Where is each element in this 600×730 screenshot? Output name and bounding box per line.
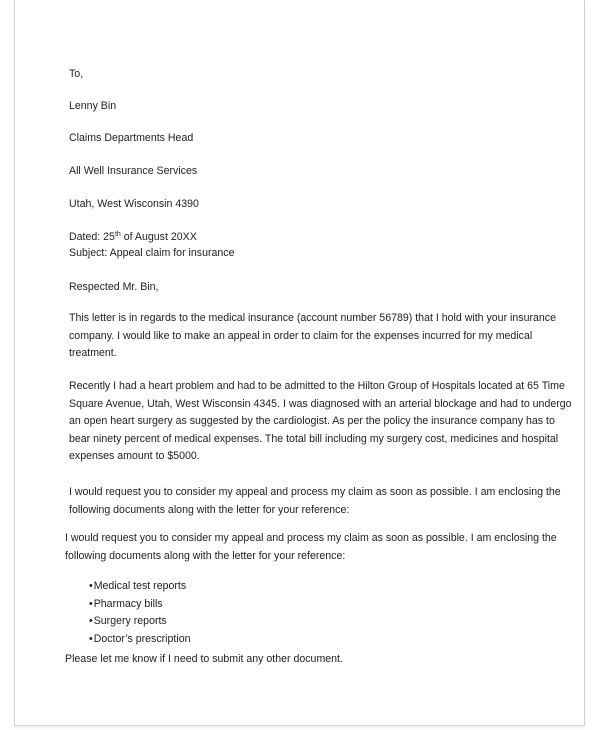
document-label: Surgery reports [93,615,167,628]
list-item [89,578,190,596]
bullet-icon: • [89,615,93,628]
paragraph-request [69,484,561,519]
bullet-icon: • [89,580,93,592]
paragraph-line: treatment. [69,347,117,359]
date-ordinal-suffix: th [114,231,121,238]
document-label: Pharmacy bills [93,597,163,610]
paragraph-line: following documents along with the letter for your reference: [65,549,346,562]
paragraph-line: This letter is in regards to the medical insurance (account number 56789) that I hold with your insurance [69,312,556,324]
paragraph-line: an open heart surgery as suggested by the cardiologist. As per the policy the insurance company has to [69,415,555,427]
paragraph-line: following documents along with the letter for your reference: [69,503,350,516]
paragraph-line: I would request you to consider my appeal and process my claim as soon as possible. I am enclosing the [65,532,557,544]
paragraph-details [69,378,572,466]
salutation-to: To, [69,68,84,80]
paragraph-line: expenses amount to $5000. [69,450,200,462]
bullet-icon: • [89,632,93,645]
company-address: Utah, West Wisconsin 4390 [69,198,199,210]
greeting: Respected Mr. Bin, [69,281,159,293]
paragraph-line: company. I would like to make an appeal in order to claim for the expenses incurred for my medical [69,329,533,342]
paragraph-intro [69,310,556,363]
date-rest: of August 20XX [120,231,197,243]
letter-subject: Subject: Appeal claim for insurance [69,247,235,259]
paragraph-line: I would request you to consider my appeal and process my claim as soon as possible. I am enclosing the [69,486,561,498]
document-label: Medical test reports [93,580,187,592]
list-item [89,596,190,614]
paragraph-line: Recently I had a heart problem and had to be admitted to the Hilton Group of Hospitals located at 65 Time [69,380,565,392]
closing-line: Please let me know if I need to submit any other document. [65,653,343,665]
recipient-name: Lenny Bin [69,100,117,112]
recipient-title: Claims Departments Head [69,132,194,144]
bullet-icon: • [89,597,93,610]
documents-list [89,578,190,648]
paragraph-line: bear ninety percent of medical expenses. The total bill including my surgery cost, medicines and hospital [69,432,559,445]
list-item [89,631,190,649]
document-label: Doctor’s prescription [93,632,191,645]
letter-date [69,230,197,244]
paragraph-request-repeat [65,530,557,565]
date-prefix: Dated: 25 [69,231,115,243]
company-name: All Well Insurance Services [69,165,198,177]
paragraph-line: Square Avenue, Utah, West Wisconsin 4345. I was diagnosed with an arterial blockage and had to undergo [69,397,572,410]
list-item [89,613,190,631]
